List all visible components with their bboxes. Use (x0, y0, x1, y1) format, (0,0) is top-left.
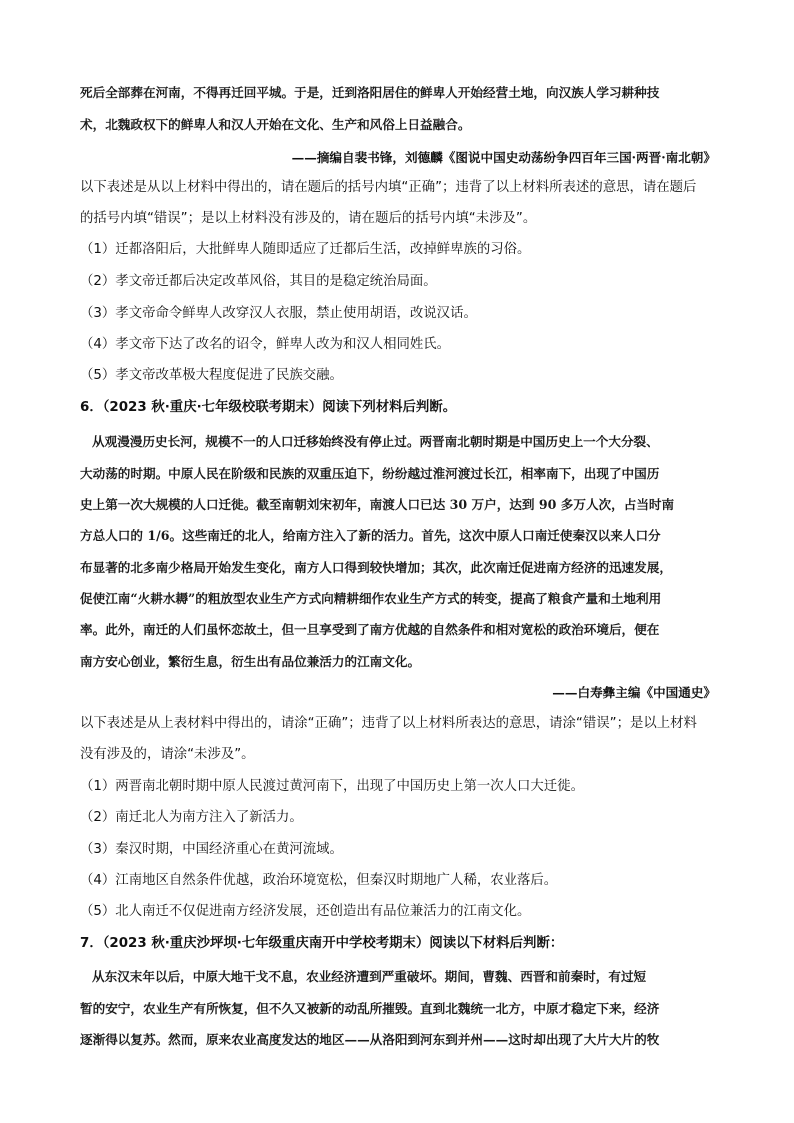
statement-item: （4）孝文帝下达了改名的诏令，鲜卑人改为和汉人相同姓氏。 (80, 337, 451, 352)
statement-item: （2）南迁北人为南方注入了新活力。 (80, 810, 303, 825)
statement-item: （2）孝文帝迁都后决定改革风俗，其目的是稳定统治局面。 (80, 274, 437, 289)
question-header: 7．（2023 秋·重庆沙坪坝·七年级重庆南开中学校考期末）阅读以下材料后判断： (80, 936, 564, 951)
material-line: 逐渐得以复苏。然而，原来农业高度发达的地区——从洛阳到河东到并州——这时却出现了大片大片的牧 (80, 1032, 660, 1047)
statement-item: （5）北人南迁不仅促进南方经济发展，还创造出有品位兼活力的江南文化。 (80, 904, 531, 919)
material-line: 史上第一次大规模的人口迁徙。截至南朝刘宋初年，南渡人口已达 30 万户，达到 90 多万人次，占当时南 (80, 497, 675, 512)
statement-item: （1）迁都洛阳后，大批鲜卑人随即适应了迁都后生活，改掉鲜卑族的习俗。 (80, 242, 531, 257)
instruction-line: 的括号内填“错误”；是以上材料没有涉及的，请在题后的括号内填“未涉及”。 (80, 211, 537, 226)
material-line: 布显著的北多南少格局开始发生变化，南方人口得到较快增加；其次，此次南迁促进南方经济的迅速发展， (80, 560, 672, 575)
instruction-line: 没有涉及的，请涂“未涉及”。 (80, 747, 255, 762)
instruction-line: 以下表述是从以上材料中得出的，请在题后的括号内填“正确”；违背了以上材料所表述的意思，请在题后 (80, 180, 697, 195)
material-line: 从东汉末年以后，中原大地干戈不息，农业经济遭到严重破坏。期间，曹魏、西晋和前秦时，有过短 (92, 969, 647, 984)
material-source: ——摘编自裴书锋，刘德麟《图说中国史动荡纷争四百年三国·两晋·南北朝》 (291, 150, 716, 165)
material-line: 率。此外，南迁的人们虽怀恋故土，但一旦享受到了南方优越的自然条件和相对宽松的政治环境后，便在 (80, 622, 660, 637)
material-line: 促使江南“火耕水耨”的粗放型农业生产方式向精耕细作农业生产方式的转变，提高了粮食产量和土地利用 (80, 591, 662, 606)
question-header: 6．（2023 秋·重庆·七年级校联考期末）阅读下列材料后判断。 (80, 400, 457, 415)
statement-item: （1）两晋南北朝时期中原人民渡过黄河南下，出现了中国历史上第一次人口大迁徙。 (80, 779, 584, 794)
material-source: ——白寿彝主编《中国通史》 (552, 685, 716, 700)
statement-item: （3）秦汉时期，中国经济重心在黄河流域。 (80, 842, 343, 857)
statement-item: （3）孝文帝命令鲜卑人改穿汉人衣服，禁止使用胡语，改说汉话。 (80, 306, 477, 321)
material-line: 暂的安宁，农业生产有所恢复，但不久又被新的动乱所摧毁。直到北魏统一北方，中原才稳定下来，经济 (80, 1001, 660, 1016)
instruction-line: 以下表述是从上表材料中得出的，请涂“正确”；违背了以上材料所表达的意思，请涂“错误”；是以上材料 (80, 716, 697, 731)
material-line: 南方安心创业，繁衍生息，衍生出有品位兼活力的江南文化。 (80, 654, 421, 669)
material-line: 术，北魏政权下的鲜卑人和汉人开始在文化、生产和风俗上日益融合。 (80, 117, 471, 132)
material-line: 死后全部葬在河南，不得再迁回平城。于是，迁到洛阳居住的鲜卑人开始经营土地，向汉族人学习耕种技 (80, 85, 660, 100)
statement-item: （5）孝文帝改革极大程度促进了民族交融。 (80, 368, 343, 383)
material-line: 从观漫漫历史长河，规模不一的人口迁移始终没有停止过。两晋南北朝时期是中国历史上一个大分裂、 (92, 434, 659, 449)
statement-item: （4）江南地区自然条件优越，政治环境宽松，但秦汉时期地广人稀，农业落后。 (80, 873, 558, 888)
material-line: 大动荡的时期。中原人民在阶级和民族的双重压迫下，纷纷越过淮河渡过长江，相率南下，出现了中国历 (80, 466, 660, 481)
material-line: 方总人口的 1/6。这些南迁的北人，给南方注入了新的活力。首先，这次中原人口南迁使秦汉以来人口分 (80, 528, 661, 543)
